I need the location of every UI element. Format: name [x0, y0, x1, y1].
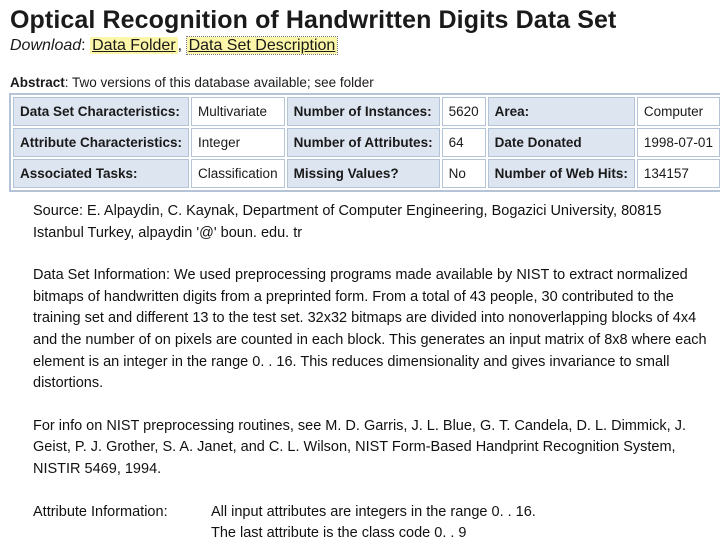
download-colon: :	[81, 37, 86, 54]
table-cell-key: Data Set Characteristics:	[13, 97, 189, 126]
table-cell-key: Number of Instances:	[287, 97, 440, 126]
abstract-label: Abstract	[10, 75, 65, 90]
table-cell-key: Missing Values?	[287, 159, 440, 188]
table-cell-value: 64	[442, 128, 486, 157]
table-cell-key: Attribute Characteristics:	[13, 128, 189, 157]
page-title: Optical Recognition of Handwritten Digits Data Set	[10, 6, 617, 34]
nist-info-paragraph: For info on NIST preprocessing routines, see M. D. Garris, J. L. Blue, G. T. Candela, D. L. Dimmick, J. Geist, P. J. Grother, S. A. Janet, and C. L. Wilson, NIST Form-Based Handprint Recognition System, NISTIR 5469, 1994.	[33, 417, 687, 477]
table-row	[13, 159, 720, 188]
table-cell-value: No	[442, 159, 486, 188]
table-row	[13, 128, 720, 157]
description-body	[33, 201, 713, 540]
data-folder-link[interactable]: Data Folder	[92, 37, 176, 54]
table-cell-value: 134157	[637, 159, 720, 188]
attribute-information-label: Attribute Information:	[33, 503, 168, 520]
table-cell-key: Number of Web Hits:	[488, 159, 635, 188]
dataset-info-table	[9, 93, 720, 192]
table-cell-value: Multivariate	[191, 97, 285, 126]
download-separator: ,	[177, 37, 183, 54]
table-cell-value: Classification	[191, 159, 285, 188]
table-cell-key: Number of Attributes:	[287, 128, 440, 157]
download-row	[10, 37, 337, 55]
download-label: Download	[10, 37, 82, 54]
attribute-line: The last attribute is the class code 0. . 9	[211, 525, 467, 540]
dataset-information-paragraph: Data Set Information: We used preprocessing programs made available by NIST to extract normalized bitmaps of handwritten digits from a preprinted form. From a total of 43 people, 30 contributed to the training set and different 13 to the test set. 32x32 bitmaps are divided into nonoverlapping blocks of 4x4 and the number of on pixels are counted in each block. This generates an input matrix of 8x8 where each element is an integer in the range 0. . 16. This reduces dimensionality and gives invariance to small distortions.	[33, 267, 707, 392]
data-set-description-link[interactable]: Data Set Description	[188, 37, 336, 54]
attribute-line: All input attributes are integers in the range 0. . 16.	[211, 503, 536, 520]
table-cell-value: 5620	[442, 97, 486, 126]
abstract	[10, 75, 374, 90]
table-row	[13, 97, 720, 126]
attribute-information	[33, 502, 713, 540]
table-cell-key: Area:	[488, 97, 635, 126]
source-paragraph: Source: E. Alpaydin, C. Kaynak, Department of Computer Engineering, Bogazici University, 80815 Istanbul Turkey, alpaydin '@' boun. edu. tr	[33, 203, 662, 241]
table-cell-key: Associated Tasks:	[13, 159, 189, 188]
table-cell-key: Date Donated	[488, 128, 635, 157]
abstract-text: : Two versions of this database available; see folder	[64, 75, 374, 90]
table-cell-value: 1998-07-01	[637, 128, 720, 157]
attribute-information-text	[211, 502, 536, 540]
table-cell-value: Integer	[191, 128, 285, 157]
table-cell-value: Computer	[637, 97, 720, 126]
